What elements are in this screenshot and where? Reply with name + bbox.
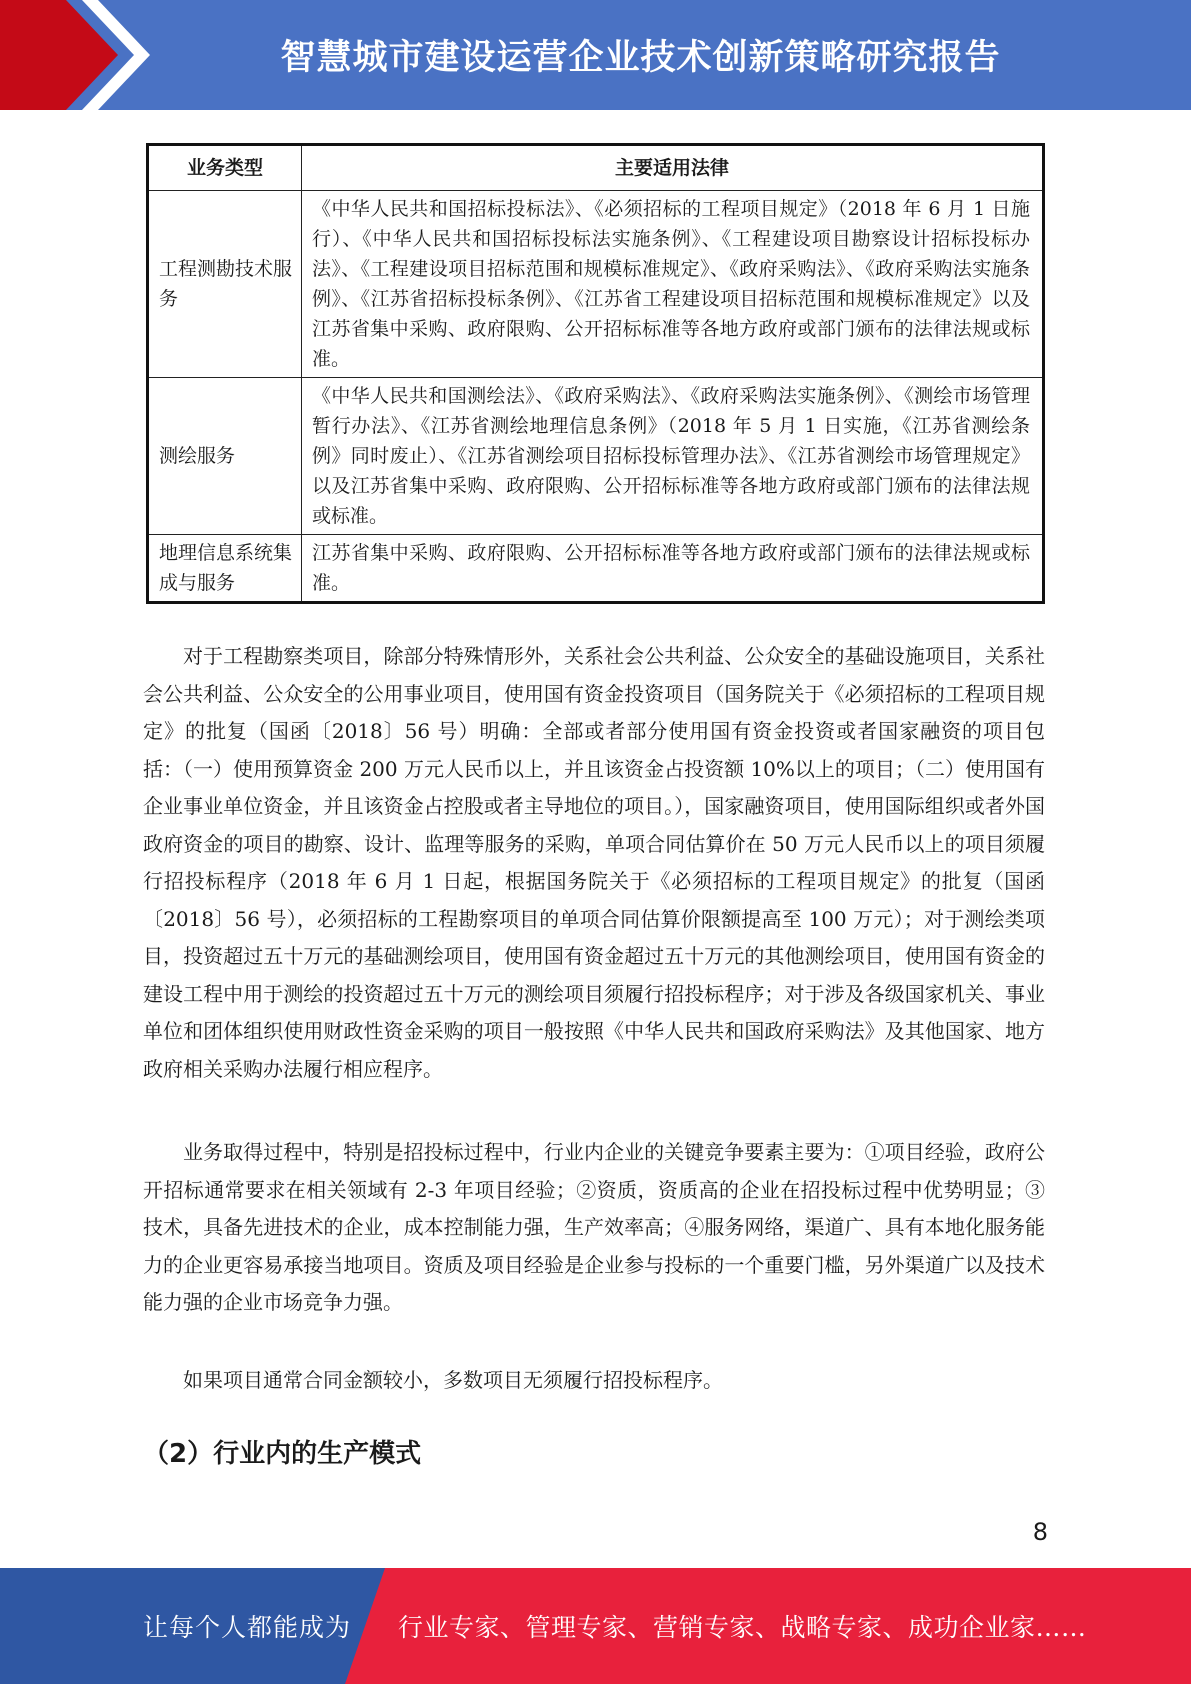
footer-slogan-right: 行业专家、管理专家、营销专家、战略专家、成功企业家…… (398, 1613, 1087, 1642)
section-heading: （2）行业内的生产模式 (143, 1439, 422, 1469)
table-row (148, 378, 1044, 535)
applicable-laws-cell: 《中华人民共和国招标投标法》、《必须招标的工程项目规定》（2018 年 6 月 1 日施行）、《中华人民共和国招标投标法实施条例》、《工程建设项目勘察设计招标投标办法》、《工程建设项目招标范围和规模标准规定》、《政府采购法》、《政府采购法实施条例》、《江苏省招标投标条例》、《江苏省工程建设项目招标范围和规模标准规定》以及江苏省集中采购、政府限购、公开招标标准等各地方政府或部门颁布的法律法规或标准。 (302, 191, 1044, 378)
table-row (148, 191, 1044, 378)
page-footer (0, 1568, 1191, 1684)
column-header-applicable-laws: 主要适用法律 (302, 145, 1044, 191)
business-type-cell: 测绘服务 (148, 378, 302, 535)
business-type-cell: 工程测勘技术服务 (148, 191, 302, 378)
body-paragraph: 业务取得过程中，特别是招投标过程中，行业内企业的关键竞争要素主要为：①项目经验，政府公开招标通常要求在相关领域有 2-3 年项目经验；②资质，资质高的企业在招投标过程中优势明显；③技术，具备先进技术的企业，成本控制能力强，生产效率高；④服务网络，渠道广、具有本地化服务能力的企业更容易承接当地项目。资质及项目经验是企业参与投标的一个重要门槛，另外渠道广以及技术能力强的企业市场竞争力强。 (143, 1140, 1045, 1314)
body-paragraph: 如果项目通常合同金额较小，多数项目无须履行招投标程序。 (183, 1368, 723, 1392)
table-header-row (148, 145, 1044, 191)
applicable-laws-cell: 江苏省集中采购、政府限购、公开招标标准等各地方政府或部门颁布的法律法规或标准。 (302, 535, 1044, 603)
page-header (0, 0, 1191, 110)
body-paragraph: 对于工程勘察类项目，除部分特殊情形外，关系社会公共利益、公众安全的基础设施项目，关系社会公共利益、公众安全的公用事业项目，使用国有资金投资项目（国务院关于《必须招标的工程项目规定》的批复（国函〔2018〕56 号）明确：全部或者部分使用国有资金投资或者国家融资的项目包括：（一）使用预算资金 200 万元人民币以上，并且该资金占投资额 10%以上的项目；（二）使用国有企业事业单位资金，并且该资金占控股或者主导地位的项目。），国家融资项目，使用国际组织或者外国政府资金的项目的勘察、设计、监理等服务的采购，单项合同估算价在 50 万元人民币以上的项目须履行招投标程序（2018 年 6 月 1 日起，根据国务院关于《必须招标的工程项目规定》的批复（国函〔2018〕56 号），必须招标的工程勘察项目的单项合同估算价限额提高至 100 万元）；对于测绘类项目，投资超过五十万元的基础测绘项目，使用国有资金超过五十万元的其他测绘项目，使用国有资金的建设工程中用于测绘的投资超过五十万元的测绘项目须履行招投标程序；对于涉及各级国家机关、事业单位和团体组织使用财政性资金采购的项目一般按照《中华人民共和国政府采购法》及其他国家、地方政府相关采购办法履行相应程序。 (143, 644, 1045, 1081)
column-header-business-type: 业务类型 (148, 145, 302, 191)
business-type-cell: 地理信息系统集成与服务 (148, 535, 302, 603)
page-number: 8 (1032, 1518, 1048, 1546)
applicable-laws-table (146, 143, 1045, 604)
table-row (148, 535, 1044, 603)
footer-slogan-left: 让每个人都能成为 (143, 1613, 352, 1642)
report-title: 智慧城市建设运营企业技术创新策略研究报告 (280, 38, 1001, 78)
applicable-laws-cell: 《中华人民共和国测绘法》、《政府采购法》、《政府采购法实施条例》、《测绘市场管理暂行办法》、《江苏省测绘地理信息条例》（2018 年 5 月 1 日实施，《江苏省测绘条例》同时废止）、《江苏省测绘项目招标投标管理办法》、《江苏省测绘市场管理规定》以及江苏省集中采购、政府限购、公开招标标准等各地方政府或部门颁布的法律法规或标准。 (302, 378, 1044, 535)
